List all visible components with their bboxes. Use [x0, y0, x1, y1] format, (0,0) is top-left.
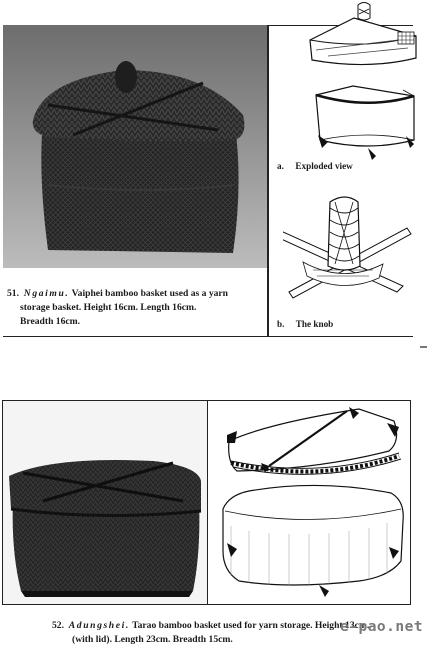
label-a-letter: a. — [277, 161, 284, 171]
figure-51-caption-line1: Vaiphei bamboo basket used as a yarn — [71, 288, 229, 299]
figure-51-caption-line2: storage basket. Height 16cm. Length 16cm. — [20, 302, 197, 313]
watermark: e-pao.net — [340, 619, 424, 635]
label-a-text: Exploded view — [295, 161, 353, 171]
figure-51-caption-line3: Breadth 16cm. — [20, 316, 81, 327]
figure-51-name: Ngaimu. — [23, 288, 70, 299]
figure-52-divider — [207, 400, 208, 605]
label-b-text: The knob — [295, 319, 334, 329]
figure-52-caption-line2: (with lid). Length 23cm. Breadth 15cm. — [72, 634, 233, 645]
label-b-letter: b. — [277, 319, 285, 329]
page-margin-mark — [420, 346, 427, 348]
label-a — [277, 161, 353, 171]
figure-51-number: 51. — [7, 288, 19, 299]
figure-51-caption — [7, 287, 265, 329]
figure-52-name: Adungshei. — [68, 620, 130, 631]
figure-52-photo — [3, 401, 207, 604]
label-b — [277, 319, 333, 329]
knob-detail-drawing — [283, 194, 413, 304]
exploded-view-drawing — [298, 0, 432, 170]
figure-52-number: 52. — [52, 620, 64, 631]
figure-51-photo — [3, 25, 267, 268]
figure-52-drawing — [209, 401, 409, 604]
figure-52-caption-line1: Tarao bamboo basket used for yarn storage. Height 13cm. — [132, 620, 370, 631]
